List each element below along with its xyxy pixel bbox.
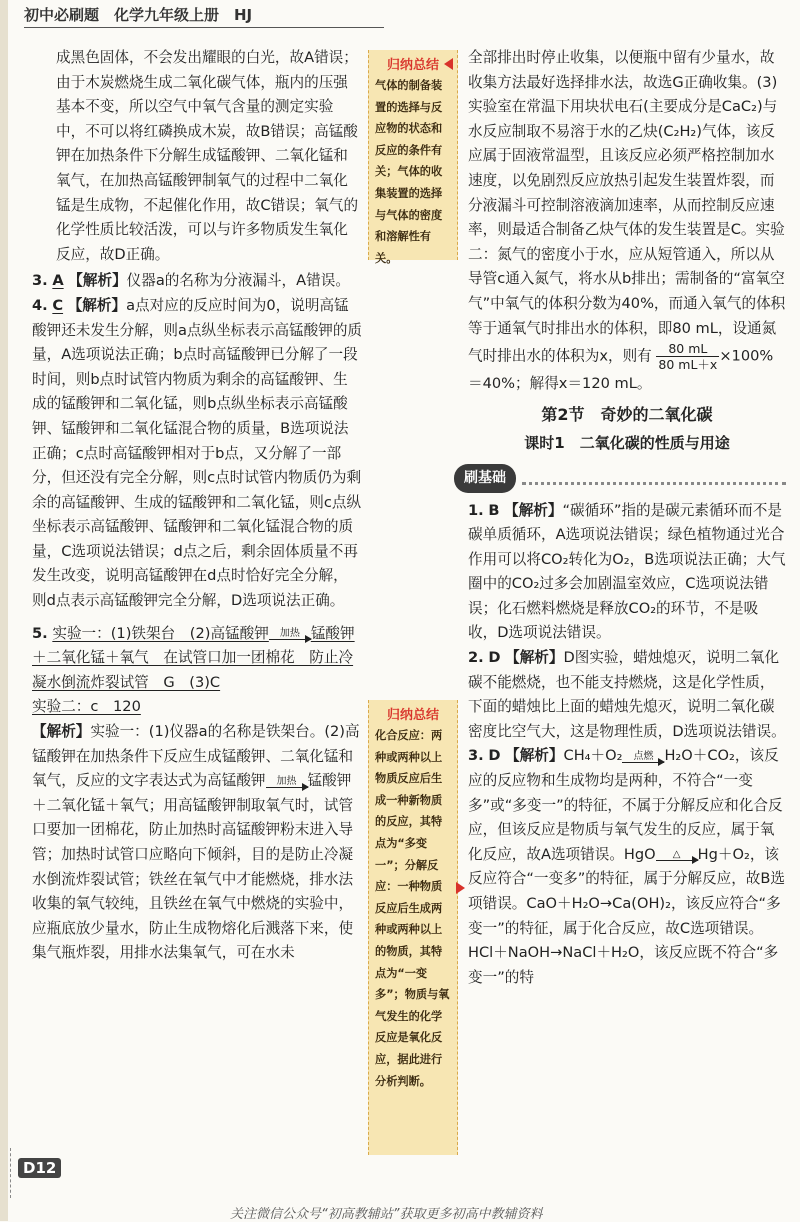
analysis-tag: 【解析】 xyxy=(32,723,91,741)
answer-5 xyxy=(32,622,362,966)
heat-delta-arrow xyxy=(656,850,698,867)
analysis-text: D图实验，蜡烛熄灭，说明二氧化碳不能燃烧，也不能支持燃烧，这是化学性质，下面的蜡烛比上面的蜡烛先熄灭，说明二氧化碳密度比空气大，这是物理性质，D选项说法错误。 xyxy=(468,649,786,740)
fraction xyxy=(656,341,719,372)
analysis-tag: 【解析】 xyxy=(67,296,127,314)
equation-reactants: CH₄＋O₂ xyxy=(563,747,623,765)
continued-paragraph: 成黑色固体，不会发出耀眼的白光，故A错误；由于木炭燃烧生成二氧化碳气体，瓶内的压强基本不变，所以空气中氧气含量的测定实验中，不可以将红磷换成木炭，故B错误；高锰酸钾在加热条件下分解生成锰酸钾、二氧化锰和氧气，在加热高锰酸钾制氧气的过程中二氧化锰是生成物，不起催化作用，故C错误；氧气的化学性质比较活泼，可以与许多物质发生氧化反应，故D正确。 xyxy=(56,49,359,263)
question-number: 3. xyxy=(468,747,484,765)
question-number: 5. xyxy=(32,624,48,642)
continued-paragraph xyxy=(468,46,786,397)
badge-label: 刷基础 xyxy=(454,464,516,493)
answer-letter: C xyxy=(52,296,64,314)
summary-note-1 xyxy=(368,50,458,265)
answer-text: 实验二：c 120 xyxy=(32,698,141,716)
left-column xyxy=(32,46,362,966)
page-edge xyxy=(0,0,8,1221)
analysis-tag: 【解析】 xyxy=(68,272,127,290)
analysis-tag: 【解析】 xyxy=(505,649,564,667)
answer-letter: A xyxy=(52,272,64,290)
note-title: 归纳总结 xyxy=(386,58,439,73)
answer-text: 实验一：(1)铁架台 (2)高锰酸钾 xyxy=(52,624,269,642)
ignition-arrow xyxy=(622,752,664,769)
note-text: 化合反应：两种或两种以上物质反应后生成一种新物质的反应，其特点为“多变一”；分解反应：一种物质反应后生成两种或两种以上的物质，其特点为“一变多”；物质与氧气发生的化学反应是氧化反应，据此进行分析判断。 xyxy=(375,729,450,1088)
analysis-text: Hg＋O₂，该反应符合“一变多”的特征，属于分解反应，故B选项错误。CaO＋H₂O→Ca(OH)₂，该反应符合“多变一”的特征，属于化合反应，故C选项错误。HCl＋NaOH→NaCl＋H₂O，该反应既不符合“多变一”的特 xyxy=(468,845,786,986)
note-title: 归纳总结 xyxy=(386,708,439,723)
header-rule xyxy=(24,27,384,28)
analysis-text: ，该反应的反应物和生成物均是两种，不符合“一变多”或“多变一”的特征，不属于分解反应和化合反应，但该反应是物质与氧气发生的反应，属于氧化反应，故A选项错误。HgO xyxy=(468,747,783,863)
analysis-text: 锰酸钾＋二氧化锰＋氧气；用高锰酸钾制取氧气时，试管口要加一团棉花，防止加热时高锰酸钾粉末进入导管；加热时试管口应略向下倾斜，目的是防止冷凝水倒流炸裂试管；铁丝在氧气中才能燃烧，排水法收集的氧气较纯，且铁丝在氧气中燃烧的实验中，应瓶底放少量水，防止生成物熔化后溅落下来，使集气瓶炸裂，用排水法集氧气，可在水未 xyxy=(32,772,354,962)
footer-note: 关注微信公众号“初高教辅站”获取更多初高中教辅资料 xyxy=(230,1207,543,1222)
answer-3 xyxy=(32,269,362,294)
analysis-text: a点对应的反应时间为0，说明高锰酸钾还未发生分解，则a点纵坐标表示高锰酸钾的质量，A选项说法正确；b点时高锰酸钾已分解了一段时间，则b点时试管内物质为剩余的高锰酸钾、生成的锰酸钾和二氧化锰，则b点纵坐标表示高锰酸钾、锰酸钾和二氧化锰混合物的质量，B选项说法正确；c点时高锰酸钾相对于b点，又分解了一部分，但还没有完全分解，则c点时试管内物质仍为剩余的高锰酸钾、生成的锰酸钾和二氧化锰，则c点纵坐标表示高锰酸钾、锰酸钾和二氧化锰混合物的质量，C选项说法错误；d点之后，剩余固体质量不再发生改变，说明高锰酸钾在d点时恰好完全分解，则d点表示高锰酸钾完全分解，D选项说法正确。 xyxy=(32,296,363,610)
answer-letter: B xyxy=(488,501,500,519)
right-column xyxy=(464,46,786,990)
basics-badge xyxy=(454,464,786,493)
note-text: 气体的制备装置的选择与反应物的状态和反应的条件有关；气体的收集装置的选择与气体的密度和溶解性有关。 xyxy=(375,79,443,265)
section-title: 第2节 奇妙的二氧化碳 xyxy=(541,404,713,424)
arrow-label: 加热 xyxy=(276,775,297,787)
question-number: 1. xyxy=(468,501,484,519)
answer-4 xyxy=(32,294,362,614)
analysis-tag: 【解析】 xyxy=(505,747,564,765)
summary-note-2 xyxy=(368,700,458,1155)
paragraph-text: ×100%＝40%；解得x＝120 mL。 xyxy=(468,347,774,393)
analysis-tag: 【解析】 xyxy=(504,501,563,519)
answer-1 xyxy=(468,499,786,647)
equation-products: H₂O＋CO₂ xyxy=(664,747,735,765)
answer-2 xyxy=(468,646,786,744)
pointer-right-icon xyxy=(456,882,465,894)
heating-arrow xyxy=(269,629,311,646)
answer-letter: D xyxy=(488,649,501,667)
lesson-title: 课时1 二氧化碳的性质与用途 xyxy=(524,434,730,453)
arrow-label: 点燃 xyxy=(633,751,654,763)
analysis-text: “碳循环”指的是碳元素循环而不是碳单质循环，A选项说法错误；绿色植物通过光合作用可以将CO₂转化为O₂，B选项说法正确；大气圈中的CO₂过多会加剧温室效应，C选项说法错误；化石燃料燃烧是释放CO₂的环节，不是吸收，D选项说法错误。 xyxy=(468,501,786,642)
fraction-denominator: 80 mL＋x xyxy=(658,357,718,373)
question-number: 3. xyxy=(32,272,48,290)
question-number: 2. xyxy=(468,649,484,667)
question-number: 4. xyxy=(32,296,48,314)
arrow-label: △ xyxy=(672,849,681,861)
running-header: 初中必刷题 化学九年级上册 HJ xyxy=(24,6,253,24)
page-number: D12 xyxy=(18,1158,61,1178)
arrow-label: 加热 xyxy=(279,628,300,640)
analysis-text: 实验一：(1)仪器a的名称是铁架台。(2)高锰酸钾在加热条件下反应生成锰酸钾、二氧化锰和氧气，反应的文字表达式为高锰酸钾 xyxy=(32,723,360,790)
analysis-text: 仪器a的名称为分液漏斗，A错误。 xyxy=(126,272,350,290)
paragraph-text: 全部排出时停止收集，以便瓶中留有少量水，故收集方法最好选择排水法，故选G正确收集。(3)实验室在常温下用块状电石(主要成分是CaC₂)与水反应制取不易溶于水的乙炔(C₂H₂)气体，该反应属于固液常温型，且该反应必须严格控制加水速度，以免剧烈反应放热引起发生装置炸裂，而分液漏斗可控制溶液滴加速率，从而控制反应速率，则最适合制备乙炔气体的发生装置是C。实验二：氮气的密度小于水，应从短管通入，所以从导管c通入氮气，将水从b排出；需制备的“富氧空气”中氧气的体积分数为40%，而通入氧气的体积等于通氧气时排出水的体积，即80 mL，设通氮气时排出水的体积为x，则有 xyxy=(468,49,786,365)
answer-3-right xyxy=(468,744,786,990)
answer-letter: D xyxy=(488,747,501,765)
heating-arrow xyxy=(266,777,308,794)
fraction-numerator: 80 mL xyxy=(656,341,719,357)
answer-text: 锰酸钾＋二氧化锰＋氧气 在试管口加一团棉花 防止冷凝水倒流炸裂试管 G (3)C xyxy=(32,624,355,691)
dotted-divider xyxy=(522,472,786,485)
pointer-left-icon xyxy=(444,58,453,70)
